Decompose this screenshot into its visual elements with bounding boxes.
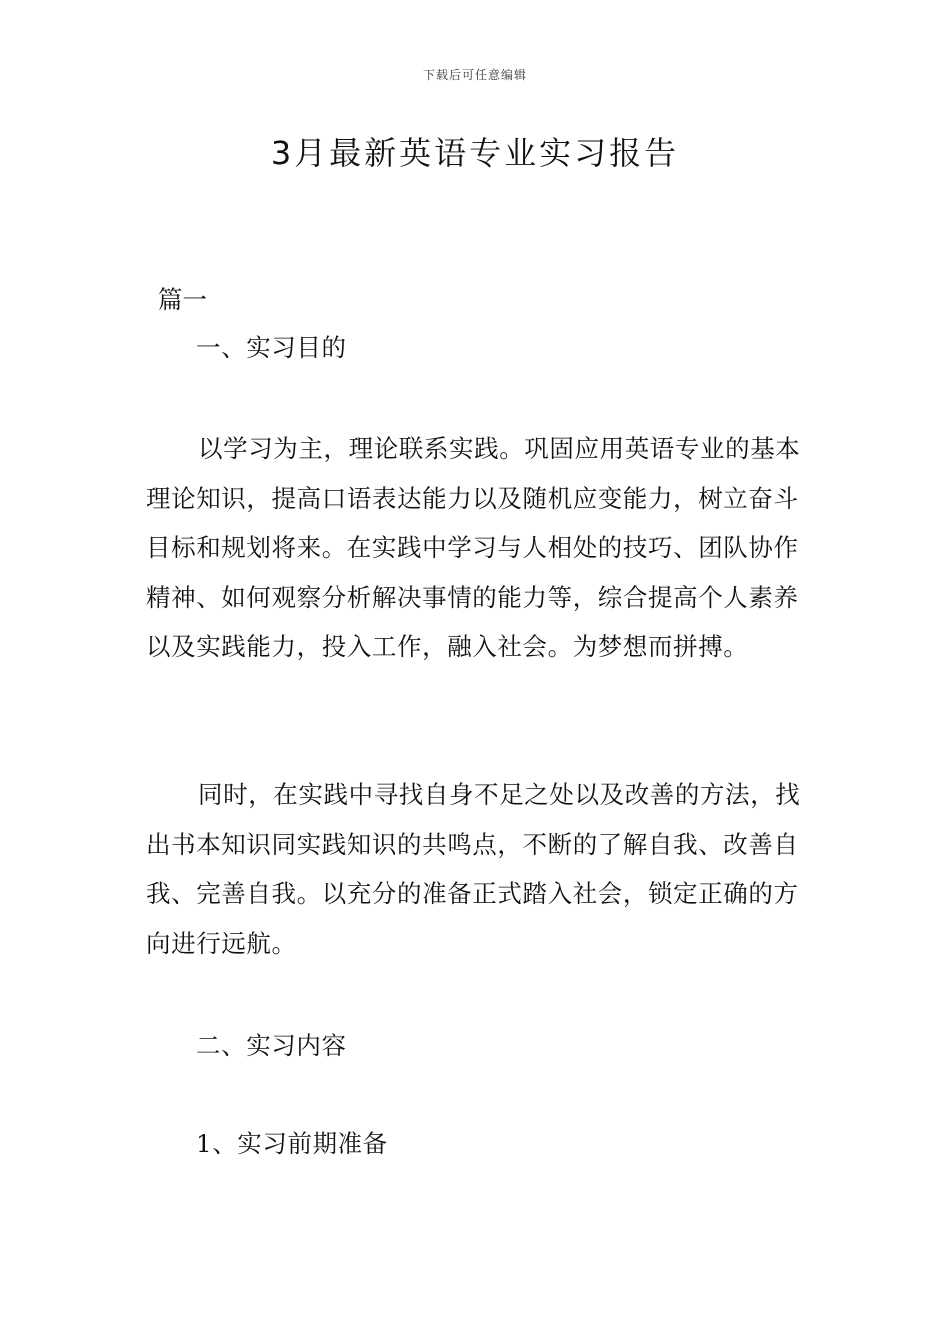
- header-note: 下载后可任意编辑: [422, 68, 527, 82]
- document-title: 3月最新英语专业实习报告: [270, 134, 680, 172]
- section-heading-purpose: 一、实习目的: [196, 333, 347, 362]
- section-heading-content: 二、实习内容: [196, 1031, 347, 1060]
- paragraph-purpose-2: 同时，在实践中寻找自身不足之处以及改善的方法，找出书本知识同实践知识的共鸣点，不断的了解自我、改善自我、完善自我。以充分的准备正式踏入社会，锁定正确的方向进行远航。: [146, 780, 801, 958]
- paragraph-purpose-1: 以学习为主，理论联系实践。巩固应用英语专业的基本理论知识，提高口语表达能力以及随机应变能力，树立奋斗目标和规划将来。在实践中学习与人相处的技巧、团队协作精神、如何观察分析解决事情的能力等，综合提高个人素养以及实践能力，投入工作，融入社会。为梦想而拼搏。: [146, 434, 801, 661]
- part-label: 篇一: [158, 285, 207, 314]
- subsection-heading-preparation: 1、实习前期准备: [196, 1129, 388, 1158]
